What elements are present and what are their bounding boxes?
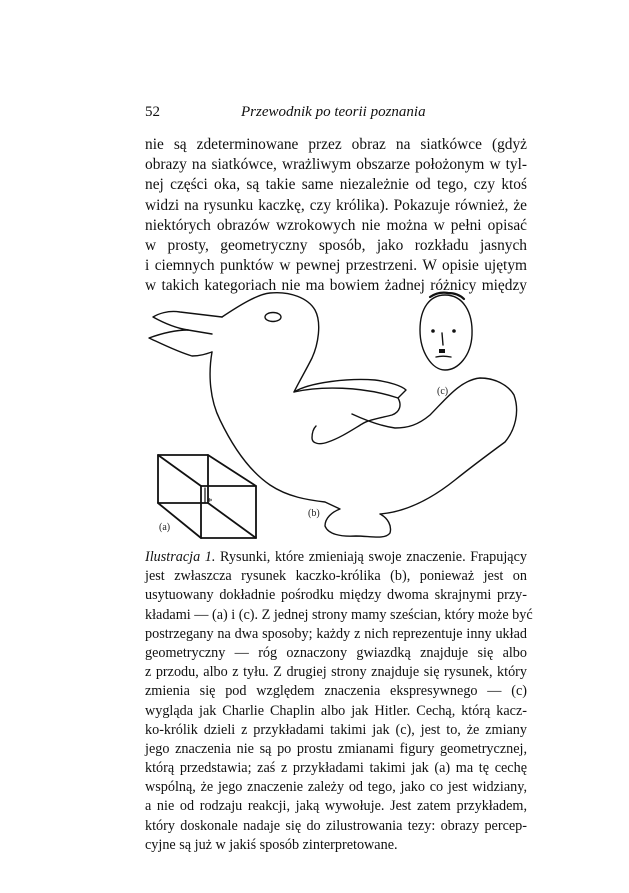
caption-line: usytuowany dokładnie pośrodku między dwoma skrajnymi przy- (145, 587, 527, 604)
caption-line (145, 548, 527, 567)
page-number: 52 (145, 104, 160, 120)
caption-line: który doskonale nadaje się do zilustrowania tezy: obrazy percep- (145, 817, 527, 834)
body-line: w prosty, geometryczny sposób, jako rozkładu jasnych (145, 236, 527, 254)
caption-line: którą przedstawia; zaś z przykładami takimi jak (a) ma tę cechę (145, 760, 527, 777)
caption-line: kładami — (a) i (c). Z jednej strony mamy sześcian, który może być (145, 606, 533, 623)
figure-caption (145, 548, 533, 855)
illustration-figure (140, 290, 540, 550)
label-c: (c) (437, 386, 449, 397)
caption-line: z przodu, albo z tyłu. Z drugiej strony znajduje się rysunek, który (145, 664, 527, 681)
necker-cube-drawing (158, 455, 256, 538)
label-a: (a) (159, 522, 171, 533)
caption-line: a nie od rodzaju reakcji, jaką wywołuje. Jest zatem przykładem, (145, 798, 527, 815)
body-line: w takich kategoriach nie ma bowiem żadnej różnicy między (145, 277, 527, 295)
body-line: niektórych obrazów wzrokowych nie można w pełni opisać (145, 216, 527, 234)
body-line: nej części oka, są takie same niezależnie od tego, czy ktoś (145, 176, 527, 194)
asterisk-marker: * (207, 496, 213, 508)
label-b: (b) (308, 508, 320, 519)
caption-line: wspólną, że jego znaczenie zależy od tego, jako co jest widziany, (145, 779, 527, 796)
caption-line: ko-królik dzieli z przykładami takimi jak (c), jest to, że zmiany (145, 721, 527, 738)
body-paragraph (145, 135, 527, 297)
caption-line: cyjne są już w jakiś sposób zinterpretowane. (145, 836, 398, 853)
face-drawing (420, 293, 472, 397)
body-line: nie są zdeterminowane przez obraz na siatkówce (gdyż (145, 136, 527, 153)
running-title: Przewodnik po teorii poznania (241, 104, 426, 120)
caption-line: jest zwłaszcza rysunek kaczko-królika (b), ponieważ jest on (145, 568, 527, 585)
caption-line: geometryczny — róg oznaczony gwiazdką znajduje się albo (145, 644, 527, 661)
caption-label: Ilustracja 1. (145, 549, 216, 565)
caption-line: wygląda jak Charlie Chaplin albo jak Hitler. Cechą, którą kacz- (145, 702, 527, 719)
duck-rabbit-drawing (149, 293, 517, 537)
caption-line: postrzegany na dwa sposoby; każdy z nich reprezentuje inny układ (145, 625, 527, 642)
body-line: obrazy na siatkówce, wrażliwym obszarze położonym w tyl- (145, 156, 527, 174)
body-line: i ciemnych punktów w pewnej przestrzeni. W opisie ujętym (145, 257, 527, 275)
caption-first-line: Rysunki, które zmieniają swoje znaczenie. Frapujący (215, 549, 527, 565)
caption-line: zmienia się pod względem znaczenia ekspresywnego — (c) (145, 683, 527, 700)
page-header (145, 104, 527, 124)
caption-line: jego znaczenia nie są po prostu zmianami figury geometrycznej, (145, 740, 527, 757)
body-line: widzi na rysunku kaczkę, czy królika). Pokazuje również, że (145, 196, 527, 214)
